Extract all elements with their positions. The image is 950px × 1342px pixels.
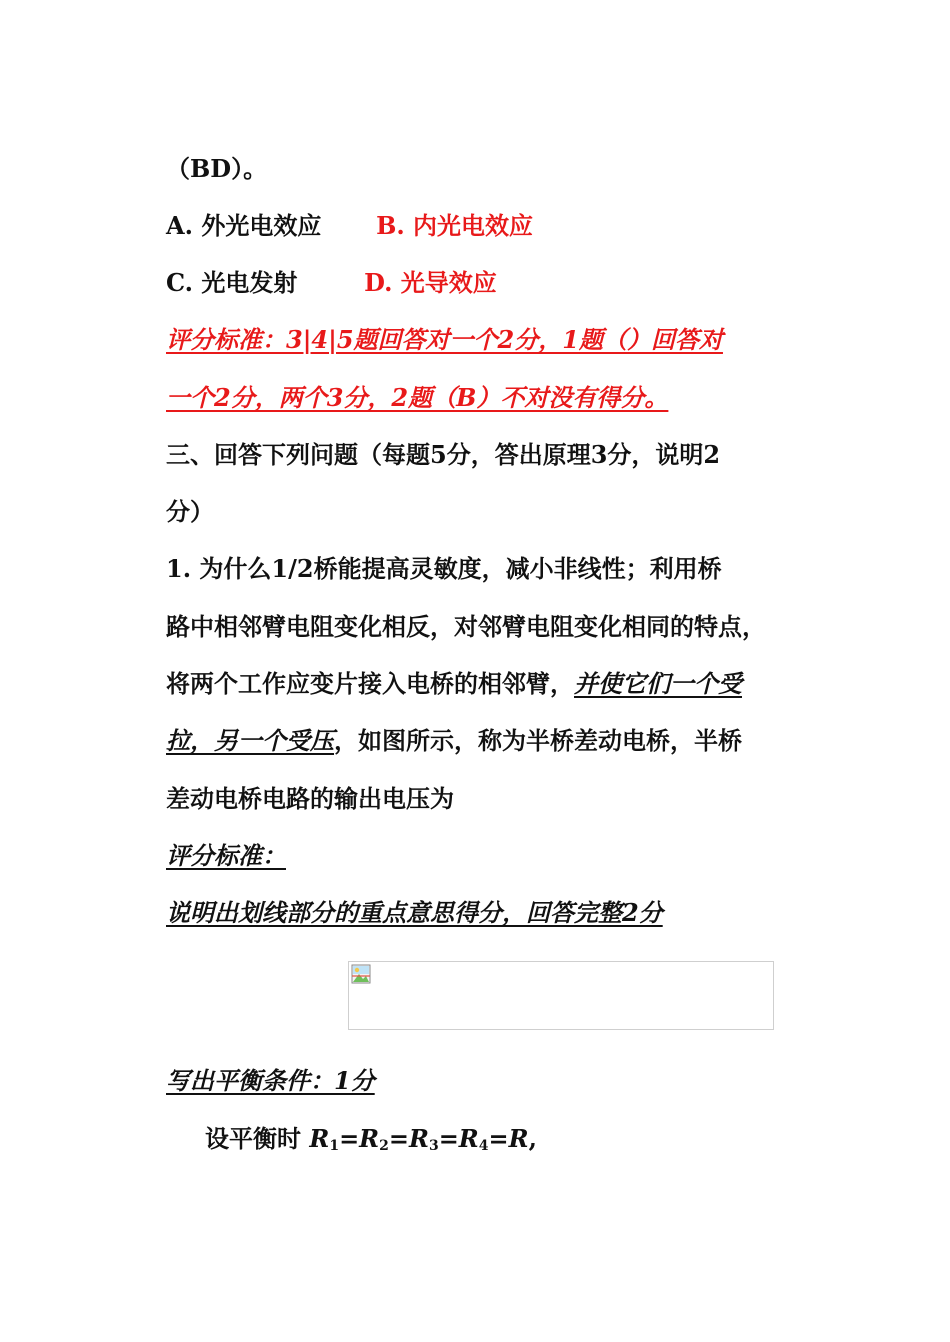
question-1-line-2: 路中相邻臂电阻变化相反，对邻臂电阻变化相同的特点， — [166, 612, 766, 641]
criteria-text: 说明出划线部分的重点意思得分，回答完整2分 — [166, 898, 663, 927]
option-d: D. 光导效应 — [364, 268, 497, 297]
option-row-ab — [166, 209, 533, 243]
score-criteria-line-2: 一个2分，两个3分，2题（B）不对没有得分。 — [166, 383, 669, 412]
balance-equation: 设平衡时 $R_1=R_2=R_3=R_4=R$, — [205, 1124, 537, 1154]
broken-image-icon — [351, 964, 371, 984]
question-1-line-1: 1. 为什么1/2桥能提高灵敏度，减小非线性；利用桥 — [166, 554, 722, 583]
key-point-underlined: 并使它们一个受 — [574, 669, 742, 698]
question-1-line-3: 将两个工作应变片接入电桥的相邻臂，并使它们一个受 — [166, 669, 742, 698]
key-point-underlined-cont: 拉，另一个受压 — [166, 726, 334, 755]
question-1-line-4: 拉，另一个受压，如图所示，称为半桥差动电桥，半桥 — [166, 726, 742, 755]
section-three-heading-cont: 分） — [166, 497, 214, 526]
option-c: C. 光电发射 — [166, 268, 298, 297]
criteria-title: 评分标准： — [166, 841, 286, 870]
option-a: A. 外光电效应 — [166, 211, 322, 240]
balance-condition-title: 写出平衡条件：1分 — [166, 1066, 375, 1095]
section-three-heading: 三、回答下列问题（每题5分，答出原理3分，说明2 — [166, 440, 721, 469]
answer-line: （BD）。 — [166, 154, 268, 183]
question-1-line-5: 差动电桥电路的输出电压为 — [166, 784, 454, 813]
option-b: B. 内光电效应 — [376, 211, 534, 240]
circuit-diagram-image — [348, 961, 774, 1030]
option-row-cd — [166, 266, 497, 300]
score-criteria-line-1: 评分标准：3|4|5题回答对一个2分，1题（）回答对 — [166, 325, 723, 354]
